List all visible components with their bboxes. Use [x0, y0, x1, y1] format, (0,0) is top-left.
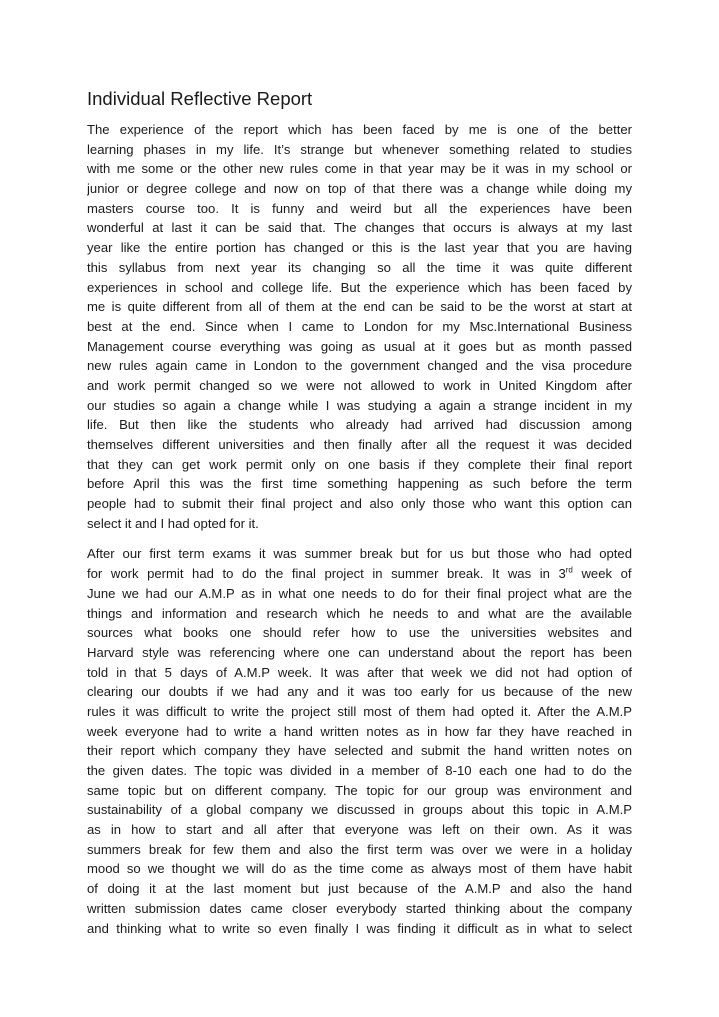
text-line: written submission dates came closer everybody started thinking about the company	[87, 900, 632, 916]
text-line: masters course too. It is funny and weird but all the experiences have been	[87, 200, 632, 216]
text-line: themselves different universities and then finally after all the request it was decided	[87, 437, 632, 452]
text-line: learning phases in my life. It’s strange but whenever something related to studies	[87, 141, 632, 157]
text-line: June we had our A.M.P as in what one needs to do for their final project what are the	[87, 585, 632, 601]
text-line: me is quite different from all of them at the end can be said to be the worst at start at	[87, 299, 632, 315]
text-line: experiences in school and college life. But the experience which has been faced by	[87, 279, 632, 295]
text-line: that they can get work permit only on one basis if they complete their final report	[87, 456, 632, 472]
paragraph-1	[87, 120, 632, 533]
text-line: After our first term exams it was summer break but for us but those who had opted	[87, 546, 632, 562]
text-line: as in how to start and all after that everyone was left on their own. As it was	[87, 822, 632, 838]
text-line: and thinking what to write so even finally I was finding it difficult as in what to select	[87, 920, 632, 936]
text-line: the given dates. The topic was divided in a member of 8-10 each one had to do the	[87, 763, 632, 778]
text-line: same topic but on different company. The topic for our group was environment and	[87, 782, 632, 798]
text-line: Management course everything was going as usual at it goes but as month passed	[87, 338, 632, 354]
text-line: mood so we thought we will do as the time come as always most of them have habit	[87, 861, 632, 877]
text-line: this syllabus from next year its changing so all the time it was quite different	[87, 259, 632, 275]
text-line: sustainability of a global company we discussed in groups about this topic in A.M.P	[87, 802, 632, 818]
text-line: and work permit changed so we were not allowed to work in United Kingdom after	[87, 377, 632, 393]
text-line: junior or degree college and now on top of that there was a change while doing my	[87, 181, 632, 197]
text-segment: week of	[572, 566, 632, 582]
ordinal-superscript: rd	[565, 565, 573, 575]
text-line: The experience of the report which has been faced by me is one of the better	[87, 122, 632, 137]
text-line: Harvard style was referencing where one can understand about the report has been	[87, 644, 632, 660]
text-line: of doing it at the last moment but just because of the A.M.P and also the hand	[87, 881, 632, 897]
document-body	[87, 87, 632, 938]
text-line: select it and I had opted for it.	[87, 515, 259, 531]
text-line: told in that 5 days of A.M.P week. It was after that week we did not had option of	[87, 664, 632, 680]
text-line: with me some or the other new rules come in that year may be it was in my school or	[87, 161, 632, 177]
text-line: rules it was difficult to write the project still most of them had opted it. After the A.M.P	[87, 703, 632, 719]
text-line: sources what books one should refer how to use the universities websites and	[87, 625, 632, 641]
text-line: people had to submit their final project and also only those who want this option can	[87, 496, 632, 512]
paragraph-2	[87, 544, 632, 938]
text-line: before April this was the first time something happening as such before the term	[87, 476, 632, 492]
text-line-with-superscript	[87, 564, 632, 584]
text-line: things and information and research which he needs to and what are the available	[87, 605, 632, 621]
text-line: clearing our doubts if we had any and it was too early for us because of the new	[87, 684, 632, 700]
text-segment: for work permit had to do the final project in summer break. It was in 3	[87, 566, 566, 582]
text-line: new rules again came in London to the government changed and the visa procedure	[87, 358, 632, 374]
text-line: wonderful at last it can be said that. The changes that occurs is always at my last	[87, 220, 632, 236]
text-line: life. But then like the students who already had arrived had discussion among	[87, 417, 632, 433]
document-title: Individual Reflective Report	[87, 88, 313, 109]
text-line: their report which company they have selected and submit the hand written notes on	[87, 743, 632, 759]
text-line: year like the entire portion has changed or this is the last year that you are having	[87, 240, 632, 256]
text-line: our studies so again a change while I was studying a again a strange incident in my	[87, 397, 632, 413]
text-line: summers break for few them and also the first term was over we were in a holiday	[87, 841, 632, 857]
text-line: week everyone had to write a hand written notes as in how far they have reached in	[87, 723, 632, 739]
text-line: best at the end. Since when I came to London for my Msc.International Business	[87, 318, 632, 334]
